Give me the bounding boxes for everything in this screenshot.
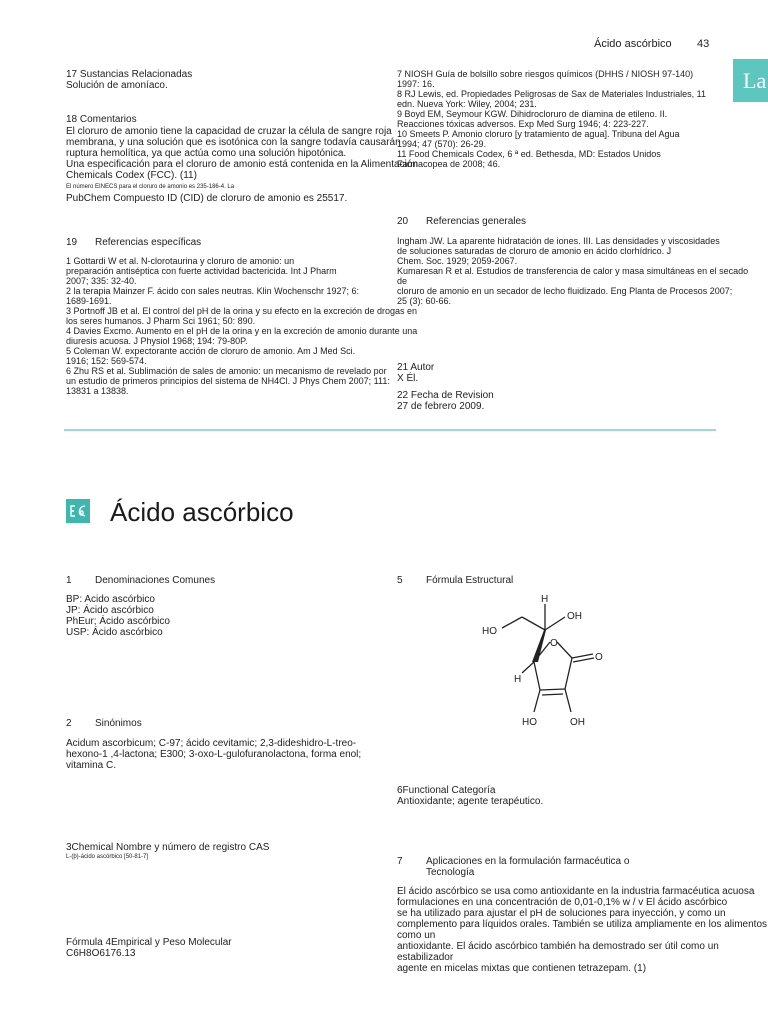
s5-title: Fórmula Estructural xyxy=(426,575,514,586)
tab-letters: La xyxy=(743,68,767,93)
bond-line xyxy=(540,689,565,690)
bond-line xyxy=(542,694,563,695)
s2-number: 2 xyxy=(66,718,72,729)
atom-label-oh-bottom: OH xyxy=(570,717,585,728)
s22-heading: 22 Fecha de Revision xyxy=(397,390,494,401)
reference-line: diuresis acuosa. J Physiol 1968; 194: 79-80P. xyxy=(66,336,248,346)
right-references xyxy=(397,69,706,169)
s1-number: 1 xyxy=(66,575,72,586)
atom-label-oh-top: OH xyxy=(567,611,582,622)
atom-label-ho-bottom: HO xyxy=(522,717,537,728)
reference-line: 11 Food Chemicals Codex, 6 ª ed. Bethesda, MD: Estados Unidos xyxy=(397,149,661,159)
s18-pubchem: PubChem Compuesto ID (CID) de cloruro de amonio es 25517. xyxy=(66,193,348,204)
s3-text: L-(þ)-ácido ascórbico [50-81-7] xyxy=(66,854,149,860)
s2-title: Sinónimos xyxy=(95,718,142,729)
s7-line: complemento para líquidos orales. También se utiliza ampliamente en los alimentos xyxy=(397,919,768,930)
s7-line: agente en micelas mixtas que contienen tetrazepam. (1) xyxy=(397,963,647,974)
s18-line: membrana, y una solución que es isotónica con la sangre todavía causarán xyxy=(66,137,401,148)
s7-body xyxy=(397,886,767,974)
s6-text: Antioxidante; agente terapéutico. xyxy=(397,796,544,807)
s18-line: Chemicals Codex (FCC). (11) xyxy=(66,170,197,181)
s20-number: 20 xyxy=(397,216,409,227)
bond-line xyxy=(565,689,571,712)
reference-line: Ingham JW. La aparente hidratación de iones. III. Las densidades y viscosidades xyxy=(397,236,720,246)
s20-title: Referencias generales xyxy=(426,216,527,227)
reference-line: 1997: 16. xyxy=(397,79,435,89)
s21-text: X Él. xyxy=(397,373,419,384)
atom-label-o-ring: O xyxy=(550,638,558,649)
atom-label-h-top: H xyxy=(541,594,549,605)
s17-text: Solución de amoníaco. xyxy=(66,80,168,91)
reference-line: los seres humanos. J Pharm Sci 1961; 50: 890. xyxy=(66,316,256,326)
atom-label-h-left: H xyxy=(514,674,522,685)
s7-title xyxy=(426,856,629,878)
s18-body xyxy=(66,126,418,181)
reference-line: 25 (3): 60-66. xyxy=(397,296,452,306)
s3-heading: 3Chemical Nombre y número de registro CAS xyxy=(66,842,270,853)
reference-line: 1994; 47 (570): 26-29. xyxy=(397,139,487,149)
s22-text: 27 de febrero 2009. xyxy=(397,401,485,412)
reference-line: 2 la terapia Mainzer F. ácido con sales neutras. Klin Wochenschr 1927; 6: xyxy=(66,286,359,296)
reference-line: Reacciones tóxicas adversos. Exp Med Surg 1946; 4: 223-227. xyxy=(397,119,649,129)
s4-heading: Fórmula 4Empirical y Peso Molecular xyxy=(66,937,232,948)
section-divider xyxy=(64,429,716,431)
s7-line: como un xyxy=(397,930,436,941)
reference-line: 1916; 152: 569-574. xyxy=(66,356,147,366)
running-title: Ácido ascórbico xyxy=(594,38,672,50)
s7-line: formulaciones en una concentración de 0,01-0,1% w / v El ácido ascórbico xyxy=(397,897,728,908)
reference-line: Farmacopea de 2008; 46. xyxy=(397,159,501,169)
reference-line: 2007; 335: 32-40. xyxy=(66,276,137,286)
reference-line: Chem. Soc. 1929; 2059-2067. xyxy=(397,256,518,266)
nonproprietary-name: BP: Acido ascórbico xyxy=(66,594,155,605)
s20-references xyxy=(397,236,748,306)
bond-line xyxy=(522,617,545,630)
synonym-line: vitamina C. xyxy=(66,760,117,771)
thumb-index-tab[interactable] xyxy=(733,59,768,102)
atom-label-o-carbonyl: O xyxy=(595,652,603,663)
s19-title: Referencias específicas xyxy=(95,237,202,248)
bond-line xyxy=(534,690,540,712)
s6-heading: 6Functional Categoría xyxy=(397,785,496,796)
reference-line: de xyxy=(397,276,408,286)
s7-title-line: Tecnología xyxy=(426,867,475,878)
s7-title-line: Aplicaciones en la formulación farmacéutica o xyxy=(426,856,630,867)
reference-line: 3 Portnoff JB et al. El control del pH de la orina y su efecto en la excreción de drogas en xyxy=(66,306,418,316)
s7-line: antioxidante. El ácido ascórbico también ha demostrado ser útil como un xyxy=(397,941,719,952)
s18-einecs-note: El número EINECS para el cloruro de amonio es 235-186-4. La xyxy=(66,184,235,190)
reference-line: cloruro de amonio en un secador de lecho fluidizado. Eng Planta de Procesos 2007; xyxy=(397,286,733,296)
nonproprietary-name: USP: Ácido ascórbico xyxy=(66,627,163,638)
bond-line xyxy=(522,662,534,673)
s18-line: El cloruro de amonio tiene la capacidad de cruzar la célula de sangre roja xyxy=(66,126,392,137)
monograph-title: Ácido ascórbico xyxy=(110,497,294,527)
reference-line: 10 Smeets P. Amonio cloruro [y tratamiento de agua]. Tribuna del Agua xyxy=(397,129,680,139)
reference-line: 1689-1691. xyxy=(66,296,112,306)
atom-label-ho-left: HO xyxy=(482,626,497,637)
reference-line: 6 Zhu RS et al. Sublimación de sales de amonio: un mecanismo de revelado por xyxy=(66,366,387,376)
s7-number: 7 xyxy=(397,856,403,867)
s17-heading: 17 Sustancias Relacionadas xyxy=(66,69,193,80)
reference-line: un estudio de primeros principios del sistema de NH4Cl. J Phys Chem 2007; 111: xyxy=(66,376,390,386)
synonym-line: hexono-1 ,4-lactona; E300; 3-oxo-L-gulofuranolactona, forma enol; xyxy=(66,749,362,760)
monograph-logo-icon xyxy=(66,499,90,523)
reference-line: edn. Nueva York: Wiley, 2004; 231. xyxy=(397,99,537,109)
bond-line xyxy=(572,654,593,658)
reference-line: 13831 a 13838. xyxy=(66,386,129,396)
synonym-line: Acidum ascorbicum; C-97; ácido cevitamic; 2,3-dideshidro-L-treo- xyxy=(66,738,357,749)
s7-line: estabilizador xyxy=(397,952,454,963)
s1-title: Denominaciones Comunes xyxy=(95,575,216,586)
s18-line: Una especificación para el cloruro de amonio está contenida en la Alimentación xyxy=(66,159,418,170)
reference-line: 9 Boyd EM, Seymour KGW. Dihidrocloruro de diamina de etileno. II. xyxy=(397,109,668,119)
structural-formula xyxy=(470,590,670,740)
nonproprietary-name: PhEur; Ácido ascórbico xyxy=(66,616,170,627)
s19-references xyxy=(66,256,417,396)
bond-line xyxy=(557,642,572,658)
wedge-bond xyxy=(532,630,546,662)
reference-line: 8 RJ Lewis, ed. Propiedades Peligrosas de Sax de Materiales Industriales, 11 xyxy=(397,89,707,99)
s18-heading: 18 Comentarios xyxy=(66,114,137,125)
s21-heading: 21 Autor xyxy=(397,362,435,373)
nonproprietary-name: JP: Ácido ascórbico xyxy=(66,605,154,616)
bond-line xyxy=(545,617,565,630)
s2-body xyxy=(66,738,361,771)
reference-line: 4 Davies Excmo. Aumento en el pH de la orina y en la excreción de amonio durante una xyxy=(66,326,418,336)
bond-line xyxy=(573,658,594,662)
reference-line: 5 Coleman W. expectorante acción de cloruro de amonio. Am J Med Sci. xyxy=(66,346,356,356)
reference-line: 1 Gottardi W et al. N-clorotaurina y cloruro de amonio: un xyxy=(66,256,295,266)
reference-line: preparación antiséptica con fuerte actividad bactericida. Int J Pharm xyxy=(66,266,337,276)
reference-line: de soluciones saturadas de cloruro de amonio en ácido clorhídrico. J xyxy=(397,246,672,256)
s1-body xyxy=(66,594,170,638)
s18-line: ruptura hemolítica, ya que actúa como una solución hipotónica. xyxy=(66,148,347,159)
bond-line xyxy=(534,662,540,690)
s7-line: se ha utilizado para ajustar el pH de soluciones para inyección, y como un xyxy=(397,908,726,919)
bond-line xyxy=(565,658,572,689)
bond-line xyxy=(502,617,522,628)
reference-line: 7 NIOSH Guía de bolsillo sobre riesgos químicos (DHHS / NIOSH 97-140) xyxy=(397,69,694,79)
s5-number: 5 xyxy=(397,575,403,586)
s4-text: C6H8O6176.13 xyxy=(66,948,136,959)
page-number: 43 xyxy=(697,38,710,50)
s7-line: El ácido ascórbico se usa como antioxidante en la industria farmacéutica acuosa xyxy=(397,886,755,897)
reference-line: Kumaresan R et al. Estudios de transferencia de calor y masa simultáneas en el secado xyxy=(397,266,749,276)
s19-number: 19 xyxy=(66,237,78,248)
